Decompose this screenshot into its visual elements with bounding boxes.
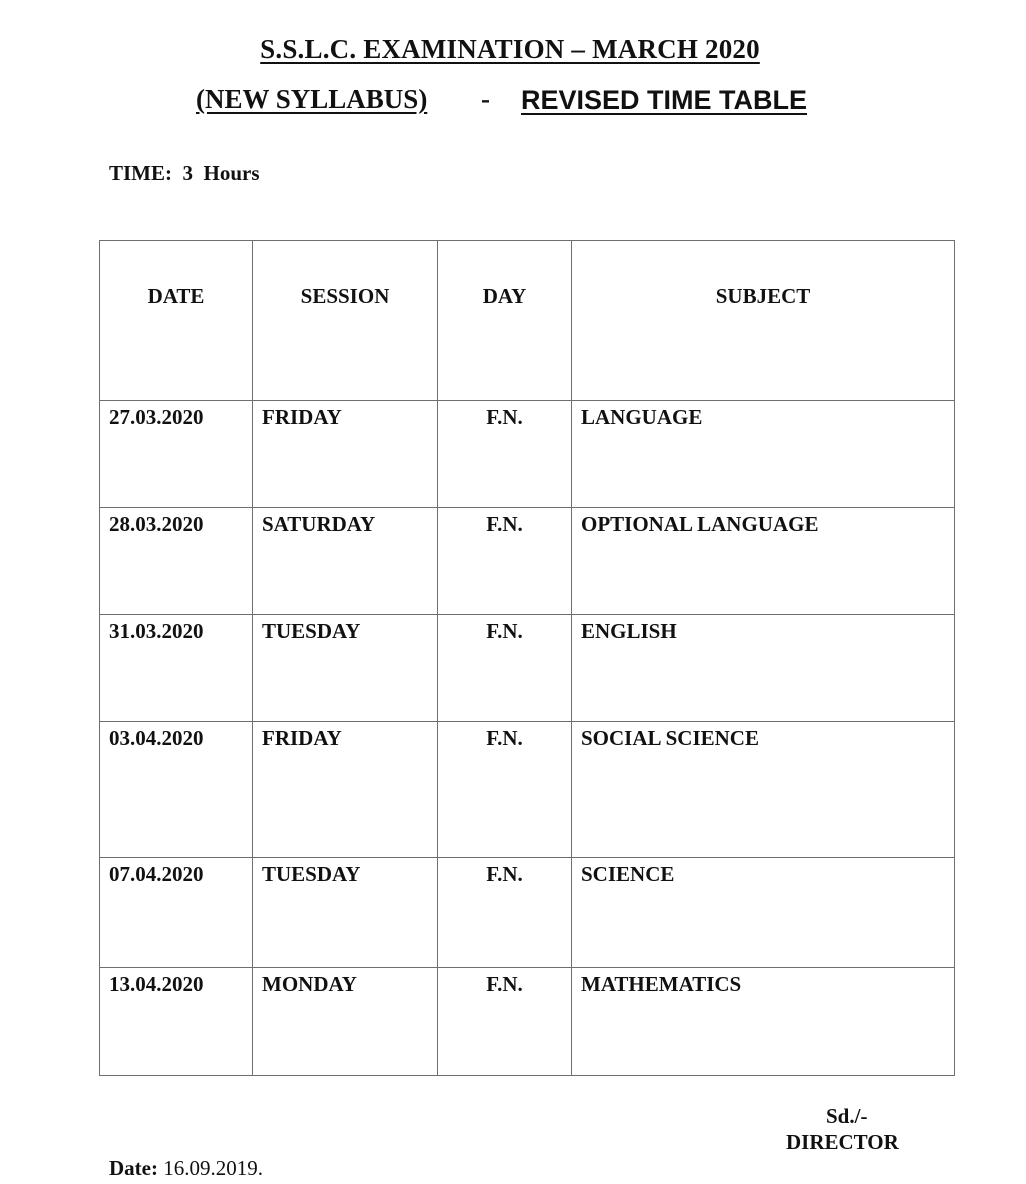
table-row	[100, 615, 955, 722]
date-cell: 07.04.2020	[100, 858, 253, 968]
column-header-day: DAY	[438, 241, 572, 401]
session-cell: TUESDAY	[253, 615, 438, 722]
day-cell: F.N.	[438, 858, 572, 968]
date-cell: 28.03.2020	[100, 508, 253, 615]
syllabus-label: (NEW SYLLABUS)	[196, 84, 428, 114]
issue-date-label: Date:	[109, 1156, 158, 1180]
table-row	[100, 508, 955, 615]
date-cell: 03.04.2020	[100, 722, 253, 858]
session-cell: TUESDAY	[253, 858, 438, 968]
exam-timetable	[99, 240, 955, 1076]
day-cell: F.N.	[438, 968, 572, 1076]
session-cell: MONDAY	[253, 968, 438, 1076]
day-cell: F.N.	[438, 508, 572, 615]
subject-cell: LANGUAGE	[572, 401, 955, 508]
signature-mark: Sd./-	[826, 1104, 868, 1128]
exam-duration-note: TIME: 3 Hours	[109, 161, 260, 185]
column-header-subject: SUBJECT	[572, 241, 955, 401]
day-cell: F.N.	[438, 722, 572, 858]
subject-cell: MATHEMATICS	[572, 968, 955, 1076]
revised-time-table-heading: REVISED TIME TABLE	[521, 85, 808, 115]
subtitle-separator: -	[481, 84, 490, 114]
table-row	[100, 722, 955, 858]
subject-cell: SCIENCE	[572, 858, 955, 968]
table-row	[100, 401, 955, 508]
table-header-row	[100, 241, 955, 401]
date-cell: 13.04.2020	[100, 968, 253, 1076]
subject-cell: OPTIONAL LANGUAGE	[572, 508, 955, 615]
column-header-session: SESSION	[253, 241, 438, 401]
date-cell: 31.03.2020	[100, 615, 253, 722]
subject-cell: ENGLISH	[572, 615, 955, 722]
column-header-date: DATE	[100, 241, 253, 401]
subject-cell: SOCIAL SCIENCE	[572, 722, 955, 858]
session-cell: SATURDAY	[253, 508, 438, 615]
document-title: S.S.L.C. EXAMINATION – MARCH 2020	[260, 34, 760, 64]
table-row	[100, 858, 955, 968]
session-cell: FRIDAY	[253, 722, 438, 858]
table-row	[100, 968, 955, 1076]
signatory-title: DIRECTOR	[786, 1130, 899, 1154]
session-cell: FRIDAY	[253, 401, 438, 508]
day-cell: F.N.	[438, 401, 572, 508]
issue-date	[109, 1156, 263, 1181]
issue-date-value: 16.09.2019.	[157, 1156, 263, 1180]
date-cell: 27.03.2020	[100, 401, 253, 508]
day-cell: F.N.	[438, 615, 572, 722]
